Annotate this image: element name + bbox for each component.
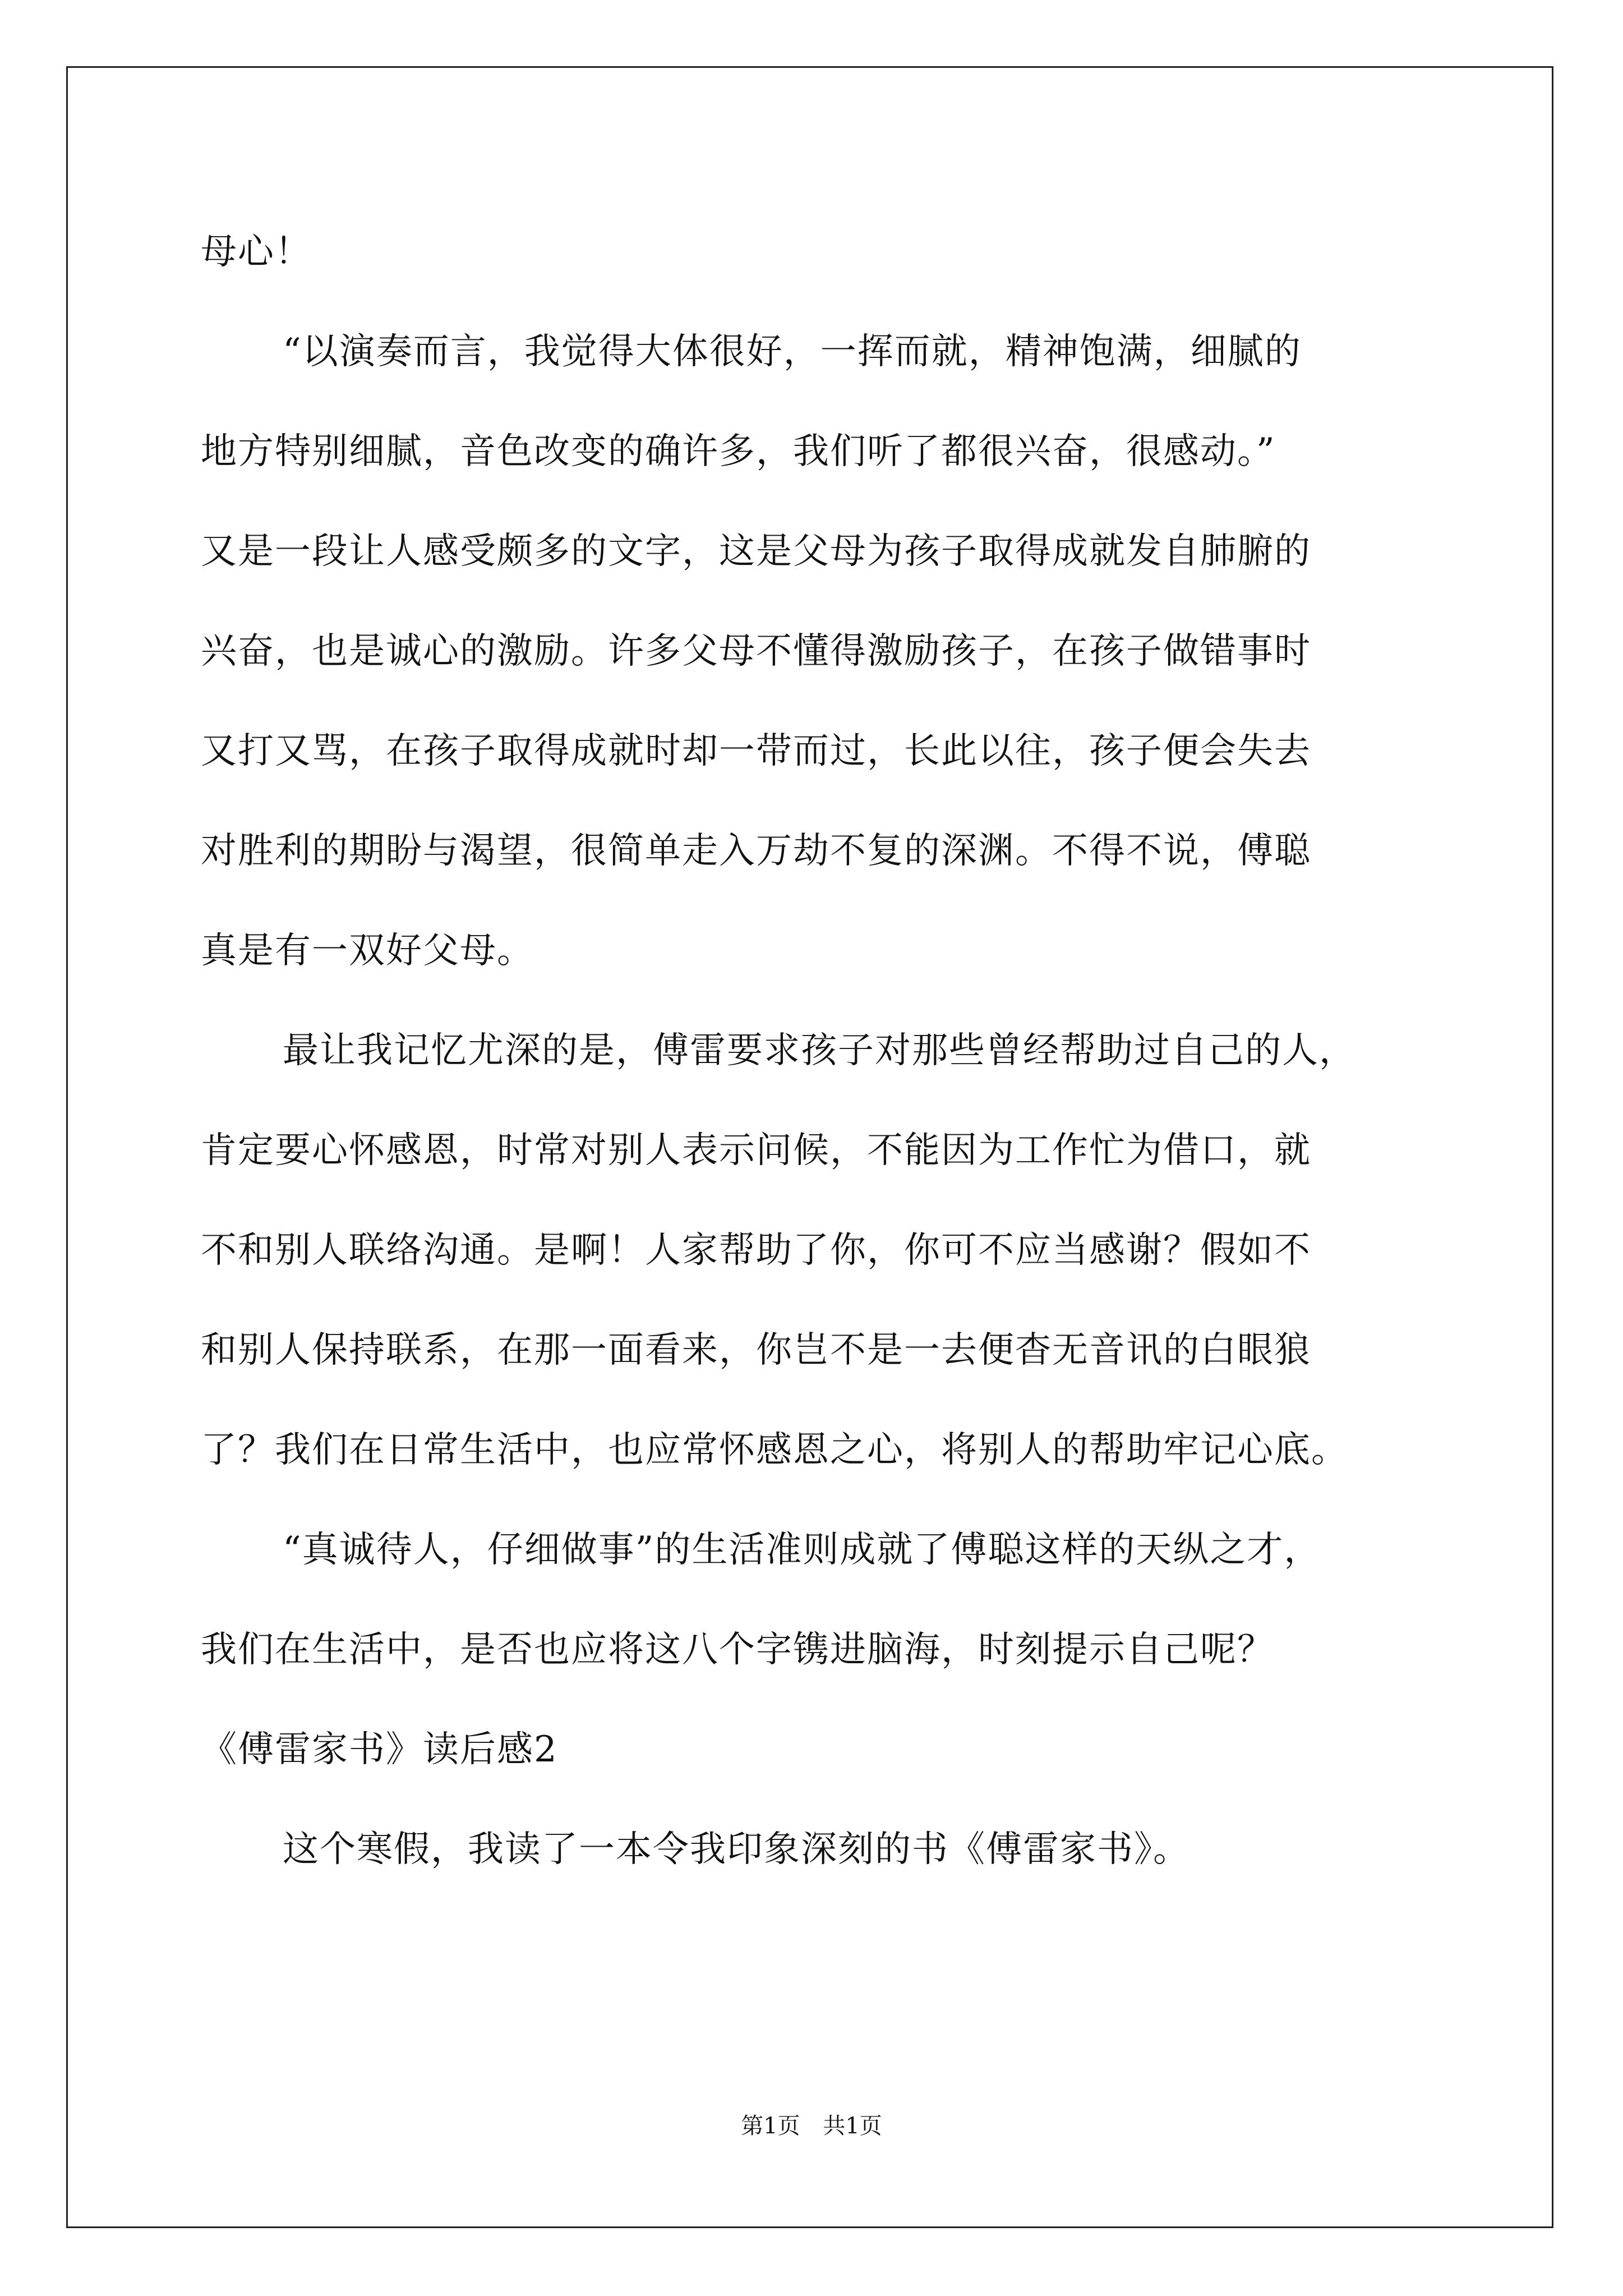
text-line: 母心！	[201, 231, 312, 273]
text-line: 这个寒假，我读了一本令我印象深刻的书《傅雷家书》。	[283, 1829, 1190, 1870]
text-line: “以演奏而言，我觉得大体很好，一挥而就，精神饱满，细腻的	[283, 331, 1302, 372]
text-line: 了？我们在日常生活中，也应常怀感恩之心，将别人的帮助牢记心底。	[201, 1429, 1348, 1471]
text-line: 兴奋，也是诚心的激励。许多父母不懂得激励孩子，在孩子做错事时	[201, 631, 1311, 672]
text-line: 我们在生活中，是否也应将这八个字镌进脑海，时刻提示自己呢？	[201, 1629, 1274, 1671]
text-line: 又打又骂，在孩子取得成就时却一带而过，长此以往，孩子便会失去	[201, 730, 1311, 772]
page-footer	[0, 2109, 1623, 2143]
page-number-current: 第1页	[741, 2113, 800, 2139]
text-line: 又是一段让人感受颇多的文字，这是父母为孩子取得成就发自肺腑的	[201, 531, 1311, 572]
text-line: “真诚待人，仔细做事”的生活准则成就了傅聪这样的天纵之才，	[283, 1529, 1321, 1571]
page-number-total: 共1页	[823, 2113, 882, 2139]
text-line: 和别人保持联系，在那一面看来，你岂不是一去便杳无音讯的白眼狼	[201, 1329, 1311, 1371]
text-line: 对胜利的期盼与渴望，很简单走入万劫不复的深渊。不得不说，傅聪	[201, 830, 1311, 872]
section-heading: 《傅雷家书》读后感2	[201, 1729, 558, 1770]
document-body	[201, 202, 1435, 1899]
text-line: 真是有一双好父母。	[201, 930, 534, 972]
text-line: 最让我记忆尤深的是，傅雷要求孩子对那些曾经帮助过自己的人，	[283, 1030, 1356, 1071]
text-line: 肯定要心怀感恩，时常对别人表示问候，不能因为工作忙为借口，就	[201, 1130, 1311, 1171]
text-line: 不和别人联络沟通。是啊！人家帮助了你，你可不应当感谢？假如不	[201, 1230, 1311, 1271]
text-line: 地方特别细腻，音色改变的确许多，我们听了都很兴奋，很感动。”	[201, 431, 1276, 472]
